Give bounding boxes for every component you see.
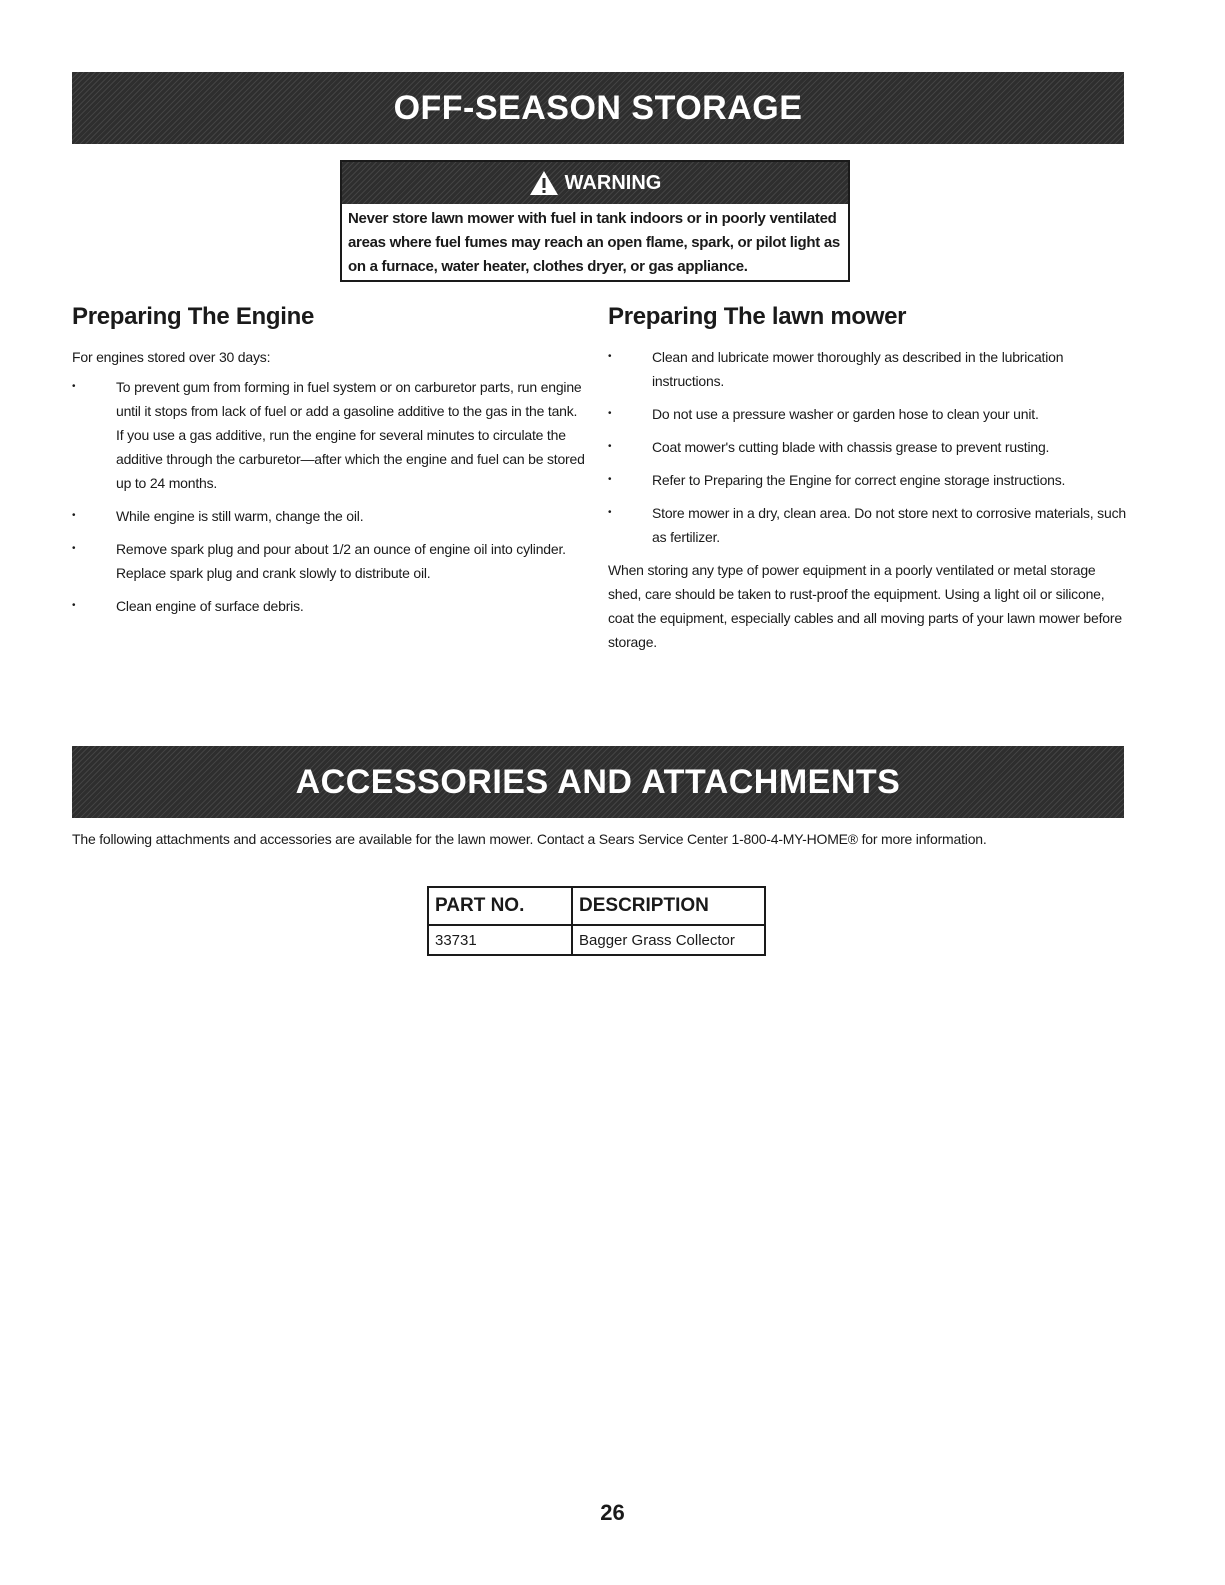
accessories-intro: The following attachments and accessories are available for the lawn mower. Contact a Sears Service Center 1-800-4-MY-HOME® for more information. xyxy=(72,831,987,847)
section-title: OFF-SEASON STORAGE xyxy=(393,88,803,127)
warning-header xyxy=(342,162,848,204)
engine-intro: For engines stored over 30 days: xyxy=(72,349,271,365)
preparing-mower-section xyxy=(608,303,1128,654)
description-cell: Bagger Grass Collector xyxy=(572,925,765,955)
list-item: • Clean and lubricate mower thoroughly as described in the lubrication instructions. xyxy=(608,349,1064,389)
column-header-part-no: PART NO. xyxy=(428,887,572,925)
list-item: • While engine is still warm, change the oil. xyxy=(72,508,364,524)
list-item: • Do not use a pressure washer or garden hose to clean your unit. xyxy=(608,406,1039,422)
warning-label: WARNING xyxy=(564,171,662,194)
accessories-banner xyxy=(72,746,1124,818)
list-item: • To prevent gum from forming in fuel system or on carburetor parts, run engine until it stops from lack of fuel or add a gasoline additive to the gas in the tank. If you use a gas additive, run the engine for several minutes to circulate the additive through the carburetor—after which the engine and fuel can be stored up to 24 months. xyxy=(72,379,585,491)
mower-steps-list xyxy=(608,345,1128,549)
parts-table xyxy=(427,886,766,956)
warning-triangle-icon xyxy=(529,170,559,196)
table-header-row xyxy=(428,887,765,925)
list-item: • Clean engine of surface debris. xyxy=(72,598,304,614)
warning-text: Never store lawn mower with fuel in tank indoors or in poorly ventilated areas where fuel fumes may reach an open flame, spark, or pilot light as on a furnace, water heater, clothes dryer, or gas appliance. xyxy=(348,210,840,275)
table-row xyxy=(428,925,765,955)
part-number-cell: 33731 xyxy=(428,925,572,955)
mower-closing-paragraph: When storing any type of power equipment in a poorly ventilated or metal storage shed, care should be taken to rust-proof the equipment. Using a light oil or silicone, coat the equipment, especially cables and all moving parts of your lawn mower before storage. xyxy=(608,562,1122,650)
column-header-description: DESCRIPTION xyxy=(572,887,765,925)
page-number: 26 xyxy=(600,1500,625,1525)
section-title: ACCESSORIES AND ATTACHMENTS xyxy=(295,762,901,801)
engine-steps-list xyxy=(72,375,587,618)
list-item: • Coat mower's cutting blade with chassis grease to prevent rusting. xyxy=(608,439,1050,455)
engine-heading: Preparing The Engine xyxy=(72,303,315,330)
preparing-engine-section xyxy=(72,303,587,627)
list-item: • Refer to Preparing the Engine for correct engine storage instructions. xyxy=(608,472,1066,488)
mower-heading: Preparing The lawn mower xyxy=(608,303,907,330)
list-item: • Remove spark plug and pour about 1/2 an ounce of engine oil into cylinder. Replace spark plug and crank slowly to distribute oil. xyxy=(72,541,566,581)
warning-box xyxy=(340,160,850,282)
list-item: • Store mower in a dry, clean area. Do not store next to corrosive materials, such as fertilizer. xyxy=(608,505,1126,545)
off-season-storage-banner xyxy=(72,72,1124,144)
